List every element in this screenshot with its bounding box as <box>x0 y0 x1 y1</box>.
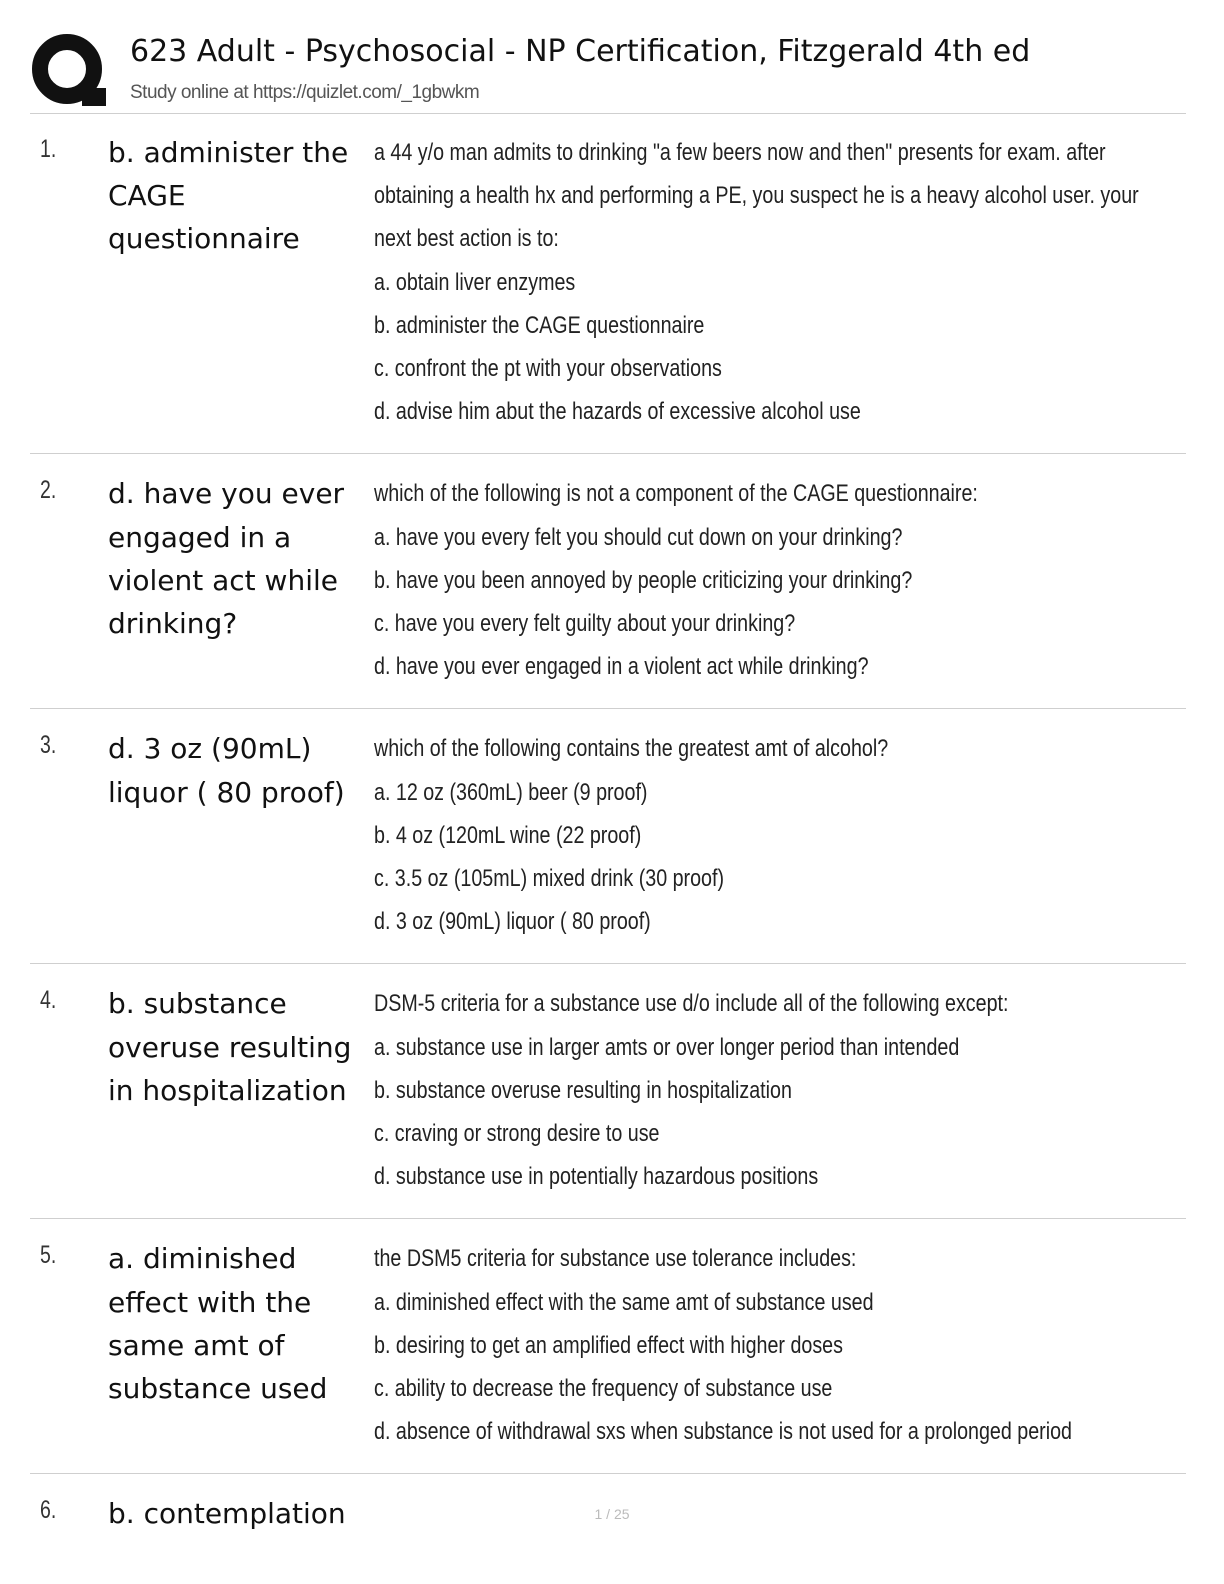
study-online-link[interactable]: Study online at https://quizlet.com/_1gbwkm <box>130 82 480 103</box>
page-header <box>30 28 1186 112</box>
card-answer: d. have you ever engaged in a violent act while drinking? <box>108 477 345 641</box>
quizlet-logo-icon <box>30 32 108 110</box>
card-question: the DSM5 criteria for substance use tolerance includes: a. diminished effect with the same amt of substance used b. desiring to get an amplified effect with higher doses c. ability to decrease the frequency of substance use d. absence of withdrawal sxs when substance is not used for a prolonged period <box>374 1245 1072 1446</box>
card-question: DSM-5 criteria for a substance use d/o include all of the following except: a. substance use in larger amts or over longer period than intended b. substance overuse resulting in hospitalization c. craving or strong desire to use d. substance use in potentially hazardous positions <box>374 990 1009 1191</box>
card-number: 2. <box>40 476 57 505</box>
card-question: which of the following contains the greatest amt of alcohol? a. 12 oz (360mL) beer (9 proof) b. 4 oz (120mL wine (22 proof) c. 3.5 oz (105mL) mixed drink (30 proof) d. 3 oz (90mL) liquor ( 80 proof) <box>374 735 889 936</box>
card-answer: b. administer the CAGE questionnaire <box>108 136 349 256</box>
card-question: which of the following is not a component of the CAGE questionnaire: a. have you every felt you should cut down on your drinking? b. have you been annoyed by people criticizing your drinking? c. have you every felt guilty about your drinking? d. have you ever engaged in a violent act while drinking? <box>374 480 978 681</box>
flashcard <box>30 466 1186 709</box>
page-title: 623 Adult - Psychosocial - NP Certification, Fitzgerald 4th ed <box>130 34 1031 69</box>
card-number: 6. <box>40 1496 57 1525</box>
card-question: a 44 y/o man admits to drinking "a few beers now and then" presents for exam. after obtaining a health hx and performing a PE, you suspect he is a heavy alcohol user. your next best action is to: a. obtain liver enzymes b. administer the CAGE questionnaire c. confront the pt with your observations d. advise him abut the hazards of excessive alcohol use <box>374 139 1139 426</box>
flashcard <box>30 1231 1186 1474</box>
header-divider <box>30 113 1186 114</box>
card-number: 5. <box>40 1241 57 1270</box>
flashcard <box>30 976 1186 1219</box>
card-answer: d. 3 oz (90mL) liquor ( 80 proof) <box>108 732 345 809</box>
page-number: 1 / 25 <box>594 1506 630 1522</box>
card-number: 1. <box>40 135 57 163</box>
card-answer: b. contemplation <box>108 1497 346 1531</box>
card-answer: a. diminished effect with the same amt of substance used <box>108 1242 328 1406</box>
card-number: 4. <box>40 986 57 1015</box>
flashcard-list <box>30 125 1186 1568</box>
flashcard <box>30 721 1186 964</box>
card-answer: b. substance overuse resulting in hospitalization <box>108 987 352 1107</box>
flashcard <box>30 125 1186 454</box>
card-number: 3. <box>40 731 57 760</box>
